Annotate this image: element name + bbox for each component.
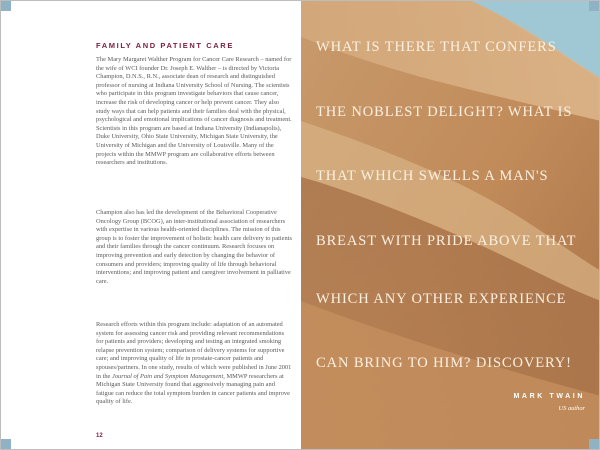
paragraph-text: Champion also has led the development of the Behavioral Cooperative Oncology Group (BCOG), an inter-institutional association of researchers with expertise in various health-oriented disciplines. The mission of this group is to foster the improvement of holistic health care delivery to patients and their families through the cancer continuum. Research focuses on improving prevention and early detection by changing the behavior of consumers and providers; improving quality of life through behavioral interventions; and improving patient and caregiver involvement in palliative care. (96, 209, 292, 285)
quote-author: MARK TWAIN (513, 393, 585, 400)
desert-photo (301, 1, 600, 450)
section-heading: FAMILY AND PATIENT CARE (96, 41, 234, 50)
corner-tab (1, 1, 11, 11)
quote-line: WHICH ANY OTHER EXPERIENCE (316, 291, 567, 307)
paragraph-text-part: MMWP researchers at Michigan State University found that aggressively managing pain and fatigue can reduce the total symptom burden in cancer patients and improve quality of life. (96, 372, 290, 406)
body-paragraph-3 (96, 321, 292, 407)
quote-line: BREAST WITH PRIDE ABOVE THAT (316, 233, 577, 249)
quote-author-role: US author (558, 405, 585, 412)
corner-tab (589, 439, 599, 449)
quote-line: CAN BRING TO HIM? DISCOVERY! (316, 355, 572, 371)
left-page (1, 1, 301, 450)
paragraph-text-part: Research efforts within this program include: adaptation of an automated system for assessing cancer risk and providing relevant recommendations for patients and providers; developing and testing an integrated smoking relapse prevention system; comparison of delivery systems for supportive care; and improving quality of life in prostate-cancer patients and spouses/partners. In one study, results of which were published in June 2001 in the (96, 321, 292, 380)
corner-tab (589, 1, 599, 11)
corner-tab (1, 439, 11, 449)
page-number: 12 (96, 433, 103, 439)
quote-line: WHAT IS THERE THAT CONFERS (316, 39, 557, 55)
quote-line: THE NOBLEST DELIGHT? WHAT IS (316, 104, 573, 120)
paragraph-text: The Mary Margaret Walther Program for Cancer Care Research – named for the wife of WCI founder Dr. Joseph E. Walther – is directed by Victoria Champion, D.N.S., R.N., associate dean of research and distinguished professor of nursing at Indiana University School of Nursing. The scientists who participate in this program investigate behaviors that cause cancer, increase the risk of developing cancer or help prevent cancer. They also study ways that can help patients and their families deal with the physical, psychological and emotional implications of cancer diagnosis and treatment. Scientists in this program are based at Indiana University (Indianapolis), Duke University, Ohio State University, Michigan State University, the University of Michigan and the University of Louisville. Many of the projects within the MMWP program are collaborative efforts between researchers and institutions. (96, 56, 292, 167)
journal-title: Journal of Pain and Symptom Management, (111, 372, 225, 380)
paragraph-text (96, 321, 292, 407)
body-paragraph-1 (96, 56, 292, 168)
body-paragraph-2 (96, 209, 292, 286)
right-page (301, 1, 600, 450)
quote-line: THAT WHICH SWELLS A MAN'S (316, 168, 549, 184)
